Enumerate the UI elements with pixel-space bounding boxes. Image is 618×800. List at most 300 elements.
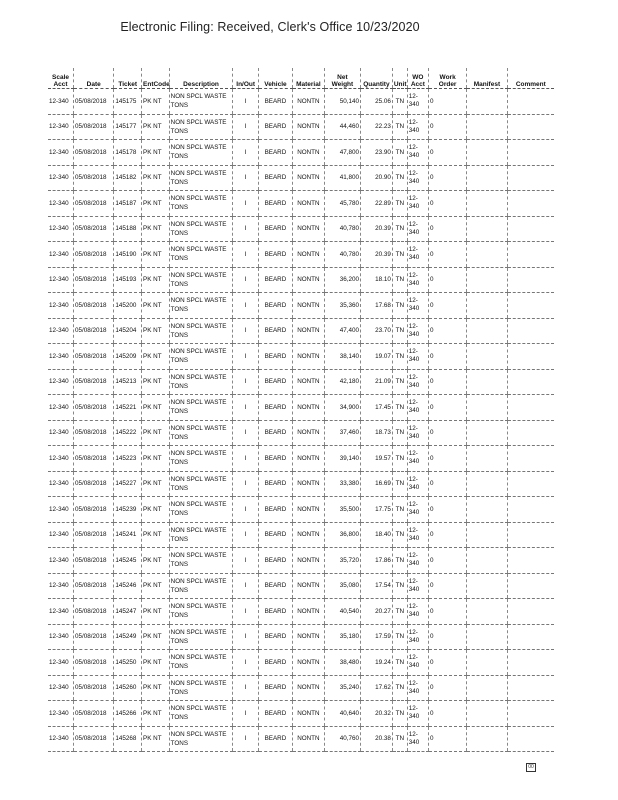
cell-weight: 44,460 (324, 114, 360, 140)
table-row (48, 89, 554, 115)
cell-empty (467, 165, 507, 191)
cell-empty (467, 497, 507, 523)
cell-unit: TN (392, 114, 407, 140)
cell-vehicle: BEARD (258, 369, 292, 395)
cell-io: I (233, 369, 259, 395)
cell-date: 05/08/2018 (74, 471, 114, 497)
cell-code: PK NT (142, 446, 170, 472)
cell-vehicle: BEARD (258, 650, 292, 676)
cell-wo: 12-340 (407, 548, 428, 574)
cell-scale: 12-340 (48, 267, 74, 293)
cell-date: 05/08/2018 (74, 522, 114, 548)
cell-order: 0 (428, 726, 466, 752)
cell-code: PK NT (142, 267, 170, 293)
table-body (48, 89, 554, 752)
cell-qty: 18.10 (360, 267, 392, 293)
cell-empty (467, 675, 507, 701)
cell-empty (467, 293, 507, 319)
cell-vehicle: BEARD (258, 318, 292, 344)
cell-qty: 21.09 (360, 369, 392, 395)
cell-order: 0 (428, 318, 466, 344)
cell-empty (467, 701, 507, 727)
cell-qty: 20.39 (360, 216, 392, 242)
cell-empty (467, 267, 507, 293)
cell-scale: 12-340 (48, 726, 74, 752)
cell-qty: 20.38 (360, 726, 392, 752)
cell-code: PK NT (142, 573, 170, 599)
cell-order: 0 (428, 369, 466, 395)
cell-desc: NON SPCL WASTE TONS (169, 216, 233, 242)
cell-desc: NON SPCL WASTE TONS (169, 191, 233, 217)
cell-date: 05/08/2018 (74, 344, 114, 370)
cell-desc: NON SPCL WASTE TONS (169, 395, 233, 421)
cell-date: 05/08/2018 (74, 446, 114, 472)
cell-weight: 39,140 (324, 446, 360, 472)
cell-io: I (233, 165, 259, 191)
table-row (48, 446, 554, 472)
cell-vehicle: BEARD (258, 599, 292, 625)
cell-order: 0 (428, 395, 466, 421)
cell-desc: NON SPCL WASTE TONS (169, 242, 233, 268)
cell-empty (507, 216, 554, 242)
cell-desc: NON SPCL WASTE TONS (169, 267, 233, 293)
cell-empty (507, 726, 554, 752)
cell-desc: NON SPCL WASTE TONS (169, 318, 233, 344)
cell-scale: 12-340 (48, 548, 74, 574)
cell-desc: NON SPCL WASTE TONS (169, 165, 233, 191)
cell-qty: 17.54 (360, 573, 392, 599)
cell-scale: 12-340 (48, 395, 74, 421)
cell-io: I (233, 293, 259, 319)
cell-io: I (233, 318, 259, 344)
table-row (48, 344, 554, 370)
cell-material: NONTN (292, 522, 324, 548)
cell-code: PK NT (142, 89, 170, 115)
cell-weight: 40,540 (324, 599, 360, 625)
cell-vehicle: BEARD (258, 522, 292, 548)
cell-unit: TN (392, 318, 407, 344)
cell-weight: 34,900 (324, 395, 360, 421)
cell-weight: 38,480 (324, 650, 360, 676)
cell-code: PK NT (142, 114, 170, 140)
cell-qty: 17.68 (360, 293, 392, 319)
cell-material: NONTN (292, 471, 324, 497)
cell-date: 05/08/2018 (74, 573, 114, 599)
filing-stamp: Electronic Filing: Received, Clerk's Office 10/23/2020 (120, 20, 420, 34)
column-header: Scale Acct (48, 68, 74, 89)
cell-vehicle: BEARD (258, 701, 292, 727)
cell-qty: 17.75 (360, 497, 392, 523)
cell-unit: TN (392, 89, 407, 115)
cell-date: 05/08/2018 (74, 624, 114, 650)
cell-empty (507, 573, 554, 599)
cell-order: 0 (428, 548, 466, 574)
table-row (48, 650, 554, 676)
cell-scale: 12-340 (48, 344, 74, 370)
cell-vehicle: BEARD (258, 548, 292, 574)
cell-code: PK NT (142, 624, 170, 650)
cell-empty (507, 675, 554, 701)
cell-ticket: 145200 (114, 293, 142, 319)
cell-material: NONTN (292, 701, 324, 727)
cell-date: 05/08/2018 (74, 420, 114, 446)
cell-io: I (233, 599, 259, 625)
cell-desc: NON SPCL WASTE TONS (169, 599, 233, 625)
cell-vehicle: BEARD (258, 89, 292, 115)
cell-material: NONTN (292, 114, 324, 140)
table-row (48, 318, 554, 344)
cell-io: I (233, 650, 259, 676)
cell-date: 05/08/2018 (74, 548, 114, 574)
cell-order: 0 (428, 599, 466, 625)
cell-vehicle: BEARD (258, 446, 292, 472)
cell-scale: 12-340 (48, 522, 74, 548)
cell-io: I (233, 471, 259, 497)
cell-weight: 41,800 (324, 165, 360, 191)
cell-weight: 35,080 (324, 573, 360, 599)
table-row (48, 216, 554, 242)
cell-weight: 35,240 (324, 675, 360, 701)
table-row (48, 420, 554, 446)
cell-qty: 23.70 (360, 318, 392, 344)
cell-code: PK NT (142, 344, 170, 370)
cell-date: 05/08/2018 (74, 114, 114, 140)
table-row (48, 140, 554, 166)
cell-date: 05/08/2018 (74, 89, 114, 115)
cell-empty (507, 191, 554, 217)
cell-material: NONTN (292, 497, 324, 523)
cell-scale: 12-340 (48, 242, 74, 268)
cell-unit: TN (392, 726, 407, 752)
cell-ticket: 145247 (114, 599, 142, 625)
cell-material: NONTN (292, 344, 324, 370)
cell-desc: NON SPCL WASTE TONS (169, 420, 233, 446)
cell-date: 05/08/2018 (74, 497, 114, 523)
cell-wo: 12-340 (407, 216, 428, 242)
table-row (48, 165, 554, 191)
cell-unit: TN (392, 650, 407, 676)
cell-material: NONTN (292, 675, 324, 701)
cell-vehicle: BEARD (258, 165, 292, 191)
cell-wo: 12-340 (407, 318, 428, 344)
cell-order: 0 (428, 573, 466, 599)
cell-io: I (233, 726, 259, 752)
cell-qty: 22.89 (360, 191, 392, 217)
cell-unit: TN (392, 471, 407, 497)
cell-desc: NON SPCL WASTE TONS (169, 522, 233, 548)
cell-vehicle: BEARD (258, 344, 292, 370)
cell-order: 0 (428, 497, 466, 523)
cell-scale: 12-340 (48, 140, 74, 166)
cell-qty: 17.62 (360, 675, 392, 701)
cell-vehicle: BEARD (258, 675, 292, 701)
cell-wo: 12-340 (407, 726, 428, 752)
cell-material: NONTN (292, 446, 324, 472)
cell-wo: 12-340 (407, 293, 428, 319)
cell-vehicle: BEARD (258, 471, 292, 497)
cell-empty (507, 548, 554, 574)
cell-empty (467, 420, 507, 446)
cell-empty (507, 140, 554, 166)
cell-date: 05/08/2018 (74, 267, 114, 293)
cell-ticket: 145221 (114, 395, 142, 421)
cell-io: I (233, 497, 259, 523)
cell-empty (467, 471, 507, 497)
cell-unit: TN (392, 165, 407, 191)
cell-empty (507, 242, 554, 268)
cell-order: 0 (428, 114, 466, 140)
cell-date: 05/08/2018 (74, 216, 114, 242)
cell-empty (507, 395, 554, 421)
cell-scale: 12-340 (48, 471, 74, 497)
table-row (48, 548, 554, 574)
cell-scale: 12-340 (48, 650, 74, 676)
cell-wo: 12-340 (407, 650, 428, 676)
column-header: Quantity (360, 68, 392, 89)
cell-order: 0 (428, 267, 466, 293)
cell-io: I (233, 624, 259, 650)
cell-desc: NON SPCL WASTE TONS (169, 675, 233, 701)
cell-vehicle: BEARD (258, 293, 292, 319)
cell-io: I (233, 548, 259, 574)
cell-material: NONTN (292, 420, 324, 446)
cell-order: 0 (428, 216, 466, 242)
cell-ticket: 145246 (114, 573, 142, 599)
cell-desc: NON SPCL WASTE TONS (169, 344, 233, 370)
cell-material: NONTN (292, 573, 324, 599)
cell-qty: 20.90 (360, 165, 392, 191)
cell-code: PK NT (142, 369, 170, 395)
cell-unit: TN (392, 573, 407, 599)
cell-order: 0 (428, 89, 466, 115)
column-header: Description (169, 68, 233, 89)
cell-code: PK NT (142, 650, 170, 676)
cell-ticket: 145188 (114, 216, 142, 242)
cell-material: NONTN (292, 318, 324, 344)
cell-unit: TN (392, 420, 407, 446)
cell-weight: 40,760 (324, 726, 360, 752)
cell-wo: 12-340 (407, 471, 428, 497)
table-row (48, 522, 554, 548)
cell-io: I (233, 89, 259, 115)
cell-vehicle: BEARD (258, 191, 292, 217)
cell-material: NONTN (292, 548, 324, 574)
cell-weight: 36,200 (324, 267, 360, 293)
cell-date: 05/08/2018 (74, 675, 114, 701)
cell-qty: 17.86 (360, 548, 392, 574)
cell-empty (507, 318, 554, 344)
cell-vehicle: BEARD (258, 267, 292, 293)
column-header: In/Out (233, 68, 259, 89)
cell-io: I (233, 420, 259, 446)
cell-desc: NON SPCL WASTE TONS (169, 650, 233, 676)
cell-scale: 12-340 (48, 191, 74, 217)
cell-desc: NON SPCL WASTE TONS (169, 89, 233, 115)
cell-date: 05/08/2018 (74, 140, 114, 166)
cell-wo: 12-340 (407, 420, 428, 446)
cell-scale: 12-340 (48, 369, 74, 395)
cell-weight: 36,800 (324, 522, 360, 548)
page-footer-mark: 00 (526, 763, 536, 772)
cell-order: 0 (428, 191, 466, 217)
cell-empty (467, 395, 507, 421)
cell-qty: 23.90 (360, 140, 392, 166)
cell-wo: 12-340 (407, 624, 428, 650)
cell-wo: 12-340 (407, 395, 428, 421)
cell-weight: 40,640 (324, 701, 360, 727)
cell-unit: TN (392, 624, 407, 650)
table-header-row (48, 68, 554, 89)
cell-vehicle: BEARD (258, 140, 292, 166)
column-header: Ticket (114, 68, 142, 89)
table-row (48, 701, 554, 727)
cell-code: PK NT (142, 242, 170, 268)
cell-date: 05/08/2018 (74, 701, 114, 727)
table-row (48, 599, 554, 625)
cell-weight: 40,780 (324, 216, 360, 242)
cell-wo: 12-340 (407, 114, 428, 140)
cell-order: 0 (428, 624, 466, 650)
cell-wo: 12-340 (407, 344, 428, 370)
cell-code: PK NT (142, 726, 170, 752)
cell-desc: NON SPCL WASTE TONS (169, 726, 233, 752)
cell-ticket: 145209 (114, 344, 142, 370)
cell-io: I (233, 344, 259, 370)
cell-io: I (233, 140, 259, 166)
cell-date: 05/08/2018 (74, 242, 114, 268)
table-row (48, 675, 554, 701)
cell-empty (467, 191, 507, 217)
table-row (48, 624, 554, 650)
cell-wo: 12-340 (407, 599, 428, 625)
cell-unit: TN (392, 446, 407, 472)
cell-unit: TN (392, 675, 407, 701)
cell-date: 05/08/2018 (74, 726, 114, 752)
cell-empty (467, 369, 507, 395)
cell-code: PK NT (142, 318, 170, 344)
cell-empty (507, 497, 554, 523)
cell-wo: 12-340 (407, 675, 428, 701)
cell-qty: 20.27 (360, 599, 392, 625)
cell-code: PK NT (142, 675, 170, 701)
cell-weight: 42,180 (324, 369, 360, 395)
cell-desc: NON SPCL WASTE TONS (169, 140, 233, 166)
table-row (48, 497, 554, 523)
cell-qty: 19.24 (360, 650, 392, 676)
column-header: Comment (507, 68, 554, 89)
cell-code: PK NT (142, 165, 170, 191)
cell-empty (467, 89, 507, 115)
cell-material: NONTN (292, 89, 324, 115)
cell-desc: NON SPCL WASTE TONS (169, 471, 233, 497)
column-header: Vehicle (258, 68, 292, 89)
scale-ticket-table (48, 68, 554, 752)
cell-order: 0 (428, 471, 466, 497)
cell-weight: 35,720 (324, 548, 360, 574)
cell-desc: NON SPCL WASTE TONS (169, 701, 233, 727)
cell-code: PK NT (142, 395, 170, 421)
cell-material: NONTN (292, 293, 324, 319)
cell-material: NONTN (292, 650, 324, 676)
table-row (48, 267, 554, 293)
cell-code: PK NT (142, 420, 170, 446)
cell-empty (507, 165, 554, 191)
cell-unit: TN (392, 369, 407, 395)
cell-order: 0 (428, 701, 466, 727)
cell-empty (507, 650, 554, 676)
cell-wo: 12-340 (407, 573, 428, 599)
cell-scale: 12-340 (48, 497, 74, 523)
cell-unit: TN (392, 548, 407, 574)
cell-wo: 12-340 (407, 267, 428, 293)
cell-date: 05/08/2018 (74, 318, 114, 344)
cell-desc: NON SPCL WASTE TONS (169, 293, 233, 319)
cell-qty: 20.32 (360, 701, 392, 727)
cell-io: I (233, 701, 259, 727)
cell-scale: 12-340 (48, 114, 74, 140)
cell-qty: 18.73 (360, 420, 392, 446)
table-row (48, 293, 554, 319)
cell-ticket: 145204 (114, 318, 142, 344)
cell-ticket: 145182 (114, 165, 142, 191)
cell-empty (467, 522, 507, 548)
cell-scale: 12-340 (48, 599, 74, 625)
cell-qty: 17.59 (360, 624, 392, 650)
cell-empty (467, 548, 507, 574)
cell-vehicle: BEARD (258, 216, 292, 242)
cell-scale: 12-340 (48, 216, 74, 242)
cell-ticket: 145223 (114, 446, 142, 472)
cell-order: 0 (428, 522, 466, 548)
cell-material: NONTN (292, 599, 324, 625)
cell-io: I (233, 216, 259, 242)
cell-io: I (233, 522, 259, 548)
cell-empty (467, 726, 507, 752)
cell-ticket: 145239 (114, 497, 142, 523)
cell-io: I (233, 114, 259, 140)
cell-qty: 16.69 (360, 471, 392, 497)
cell-ticket: 145187 (114, 191, 142, 217)
cell-io: I (233, 267, 259, 293)
cell-empty (467, 599, 507, 625)
cell-date: 05/08/2018 (74, 395, 114, 421)
cell-unit: TN (392, 140, 407, 166)
cell-desc: NON SPCL WASTE TONS (169, 446, 233, 472)
cell-date: 05/08/2018 (74, 165, 114, 191)
cell-scale: 12-340 (48, 446, 74, 472)
cell-ticket: 145177 (114, 114, 142, 140)
cell-ticket: 145241 (114, 522, 142, 548)
cell-date: 05/08/2018 (74, 650, 114, 676)
cell-io: I (233, 446, 259, 472)
cell-desc: NON SPCL WASTE TONS (169, 369, 233, 395)
cell-empty (507, 446, 554, 472)
column-header: Net Weight (324, 68, 360, 89)
cell-weight: 33,380 (324, 471, 360, 497)
table-row (48, 369, 554, 395)
cell-io: I (233, 573, 259, 599)
cell-vehicle: BEARD (258, 497, 292, 523)
cell-ticket: 145249 (114, 624, 142, 650)
cell-material: NONTN (292, 191, 324, 217)
cell-material: NONTN (292, 165, 324, 191)
cell-wo: 12-340 (407, 522, 428, 548)
cell-ticket: 145190 (114, 242, 142, 268)
cell-desc: NON SPCL WASTE TONS (169, 624, 233, 650)
cell-qty: 25.06 (360, 89, 392, 115)
cell-unit: TN (392, 395, 407, 421)
cell-wo: 12-340 (407, 242, 428, 268)
